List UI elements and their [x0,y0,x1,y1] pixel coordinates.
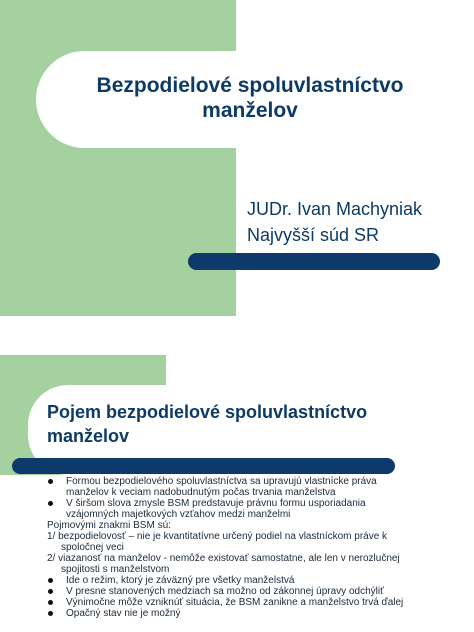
bullet-icon [48,578,53,583]
bullet-icon [48,589,53,594]
accent-bar [188,253,440,270]
list-item [0,531,474,553]
list-item [0,520,474,531]
author-institution: Najvyšší súd SR [247,225,380,245]
list-item [0,597,474,608]
list-item-text [0,553,474,575]
list-item [0,498,474,520]
bullet-icon [48,501,53,506]
list-item [0,586,474,597]
slide-title: Pojem bezpodielové spoluvlastníctvo manželov [47,402,368,446]
list-item-line: spojitosti s manželstvom [61,564,170,575]
author-name: JUDr. Ivan Machyniak [247,199,423,219]
list-item [0,575,474,586]
list-item-text: V presne stanovených medziach sa možno od zákonnej úpravy odchýliť [66,586,384,597]
content-list [0,476,474,619]
list-item [0,553,474,575]
list-item-text: V širšom slova zmysle BSM predstavuje právnu formu usporiadania vzájomných majetkových vzťahov medzi manželmi [66,498,366,520]
bullet-icon [48,479,53,484]
accent-bar [12,458,395,474]
list-item-text: Ide o režim, ktorý je záväzný pre všetky manželstvá [66,575,295,586]
list-item-text: Formou bezpodielového spoluvlastníctva sa upravujú vlastnícke práva manželov k veciam nadobudnutým počas trvania manželstva [66,476,377,498]
list-item-text [0,531,474,553]
bullet-icon [48,600,53,605]
list-item-line: 2/ viazanosť na manželov - nemôže existovať samostatne, ale len v nerozlučnej [47,553,400,564]
content-slide [0,355,474,632]
list-item-text: Pojmovými znakmi BSM sú: [47,520,171,531]
list-item-line: 1/ bezpodielovosť – nie je kvantitatívne určený podiel na vlastníckom práve k [47,531,388,542]
list-item-text: Výnimočne môže vzniknúť situácia, že BSM zanikne a manželstvo trvá ďalej [66,597,404,608]
list-item [0,608,474,619]
bullet-icon [48,611,53,616]
list-item-text: Opačný stav nie je možný [66,608,181,619]
list-item [0,476,474,498]
list-item-line: spoločnej veci [61,542,124,553]
presentation-title: Bezpodielové spoluvlastníctvo manželov [96,74,404,122]
